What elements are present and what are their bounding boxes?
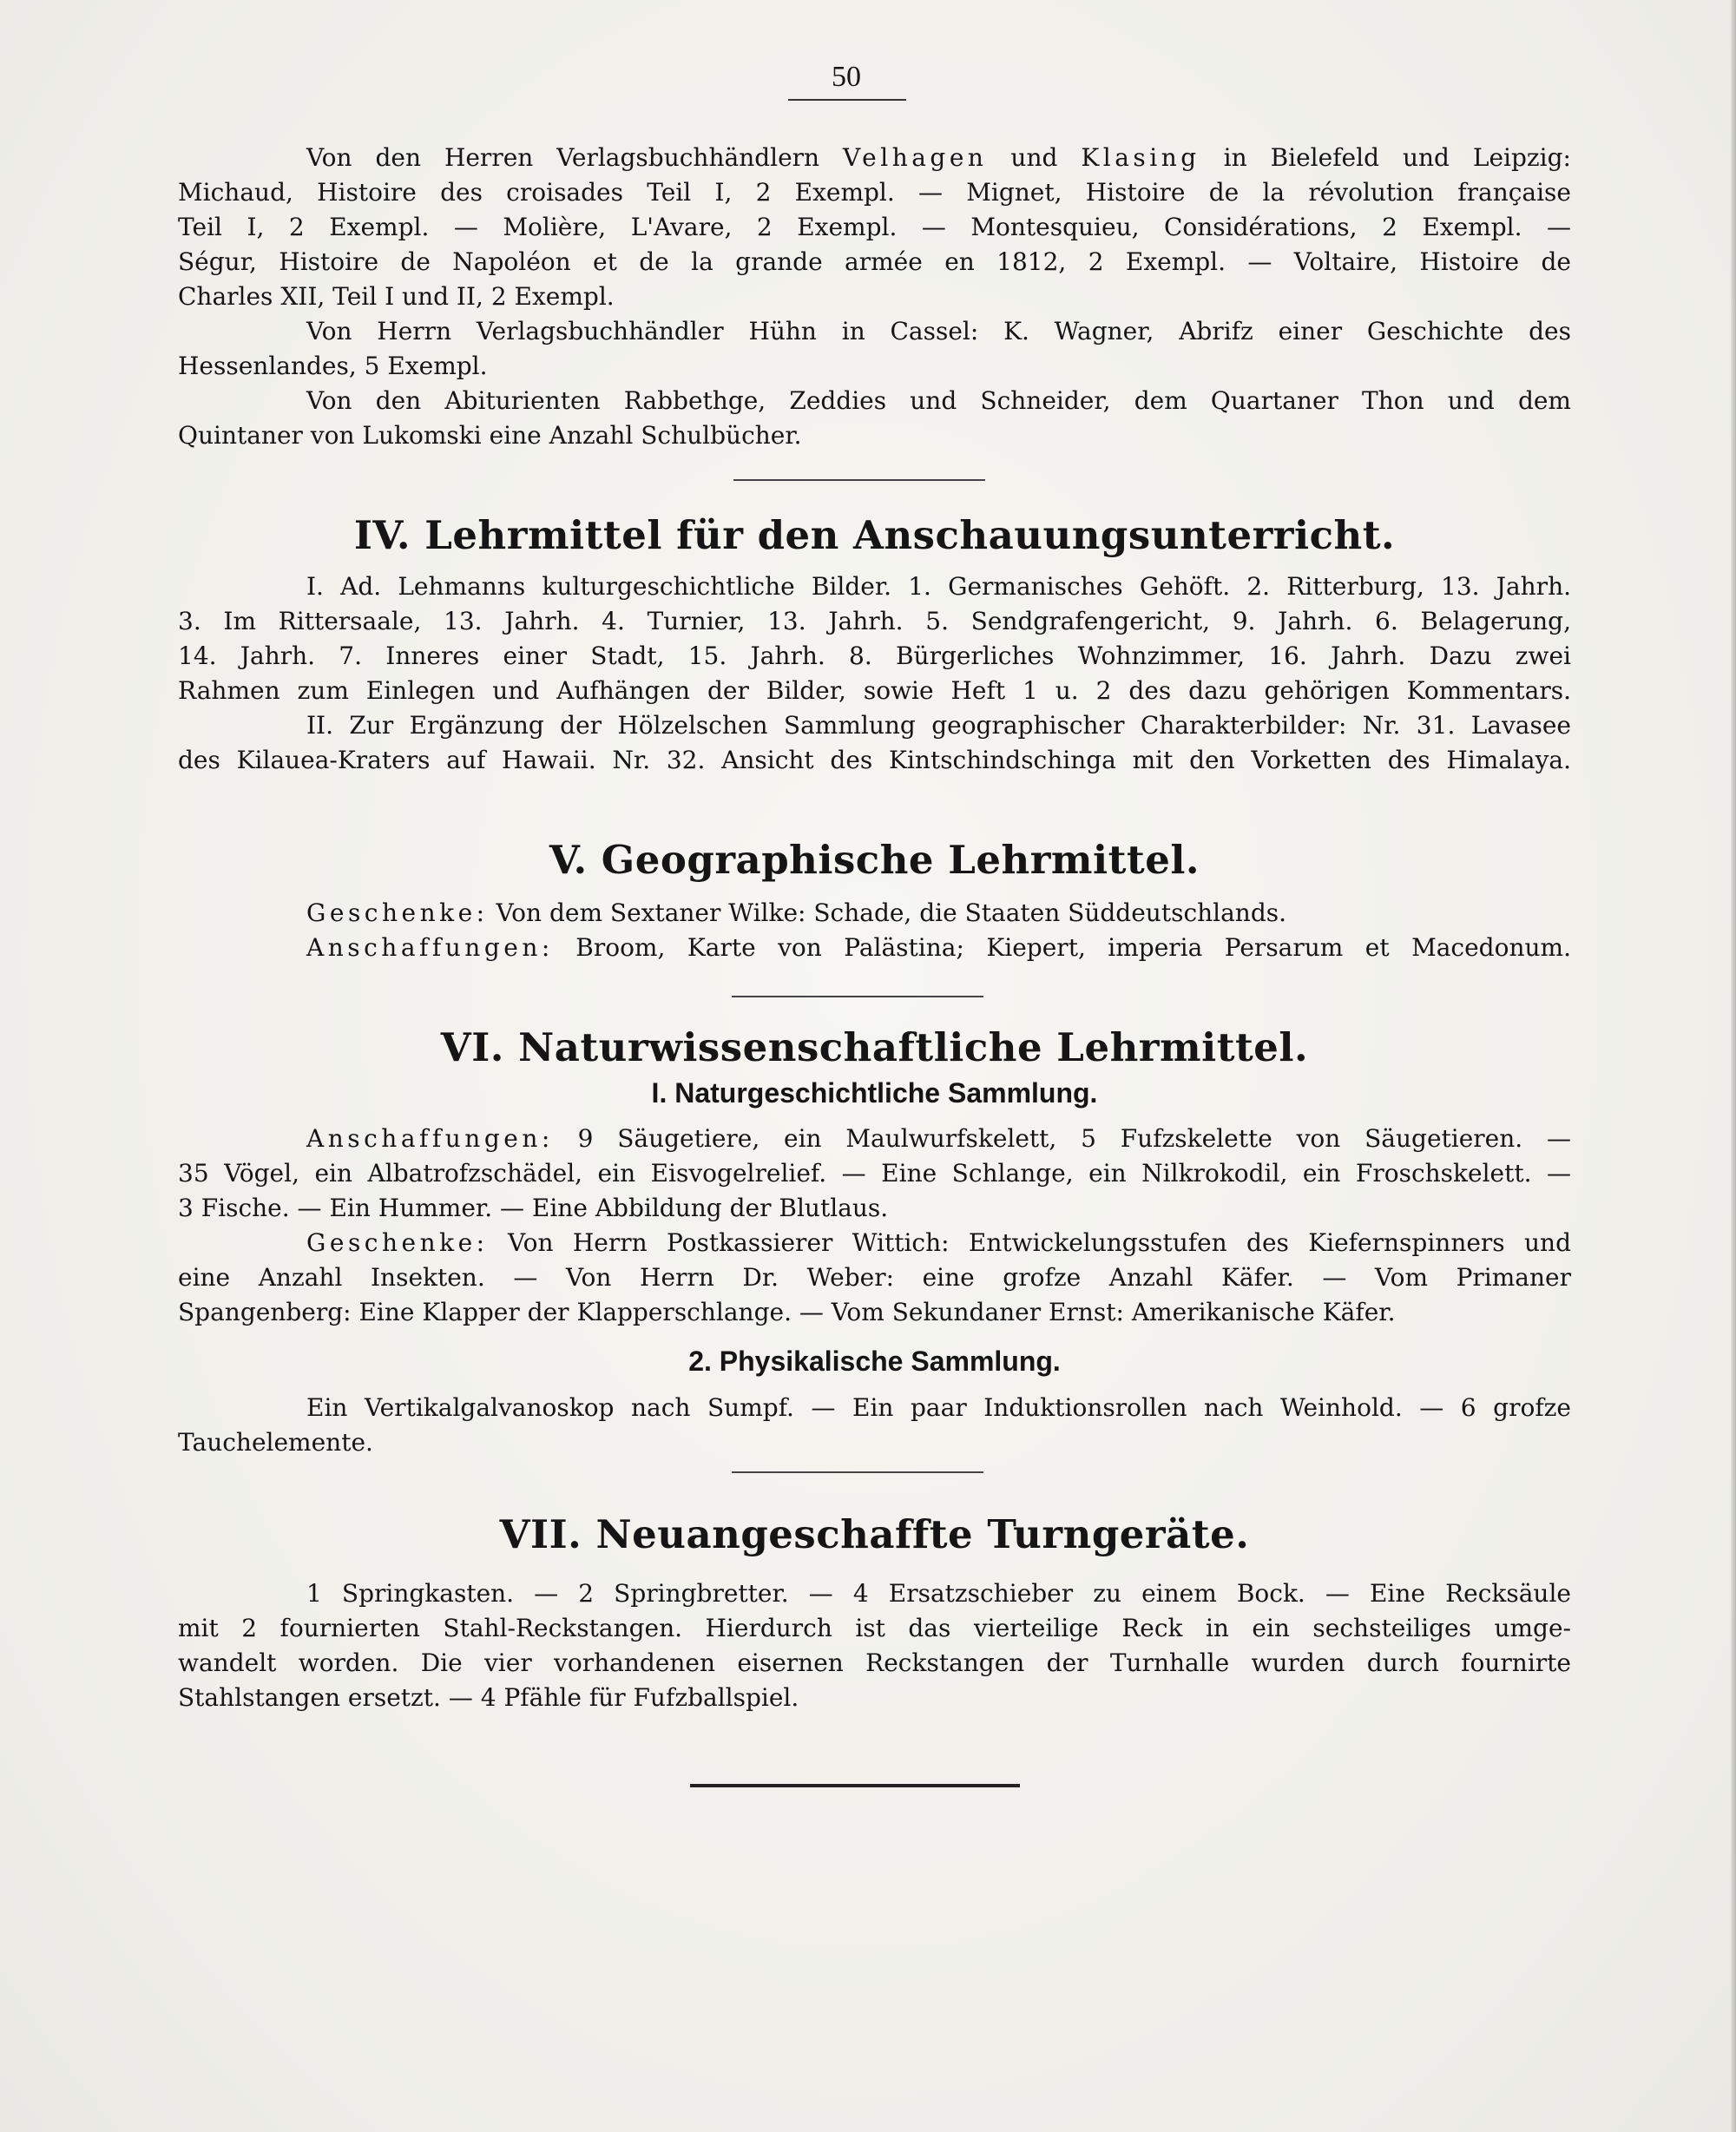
text-line: 14. Jahrh. 7. Inneres einer Stadt, 15. Jahrh. 8. Bürgerliches Wohnzimmer, 16. Jahrh. Dazu zwei xyxy=(178,642,1571,670)
text-line: Von den Abiturienten Rabbethge, Zeddies und Schneider, dem Quartaner Thon und dem xyxy=(306,386,1571,415)
page-number-rule xyxy=(788,99,906,101)
page-number: 50 xyxy=(832,61,861,93)
text-line: Teil I, 2 Exempl. — Molière, L'Avare, 2 Exempl. — Montesquieu, Considérations, 2 Exempl. — xyxy=(178,213,1571,241)
section-divider xyxy=(733,479,985,481)
text-line: Stahlstangen ersetzt. — 4 Pfähle für Fufzballspiel. xyxy=(178,1683,799,1712)
text-line: Von Herrn Verlagsbuchhändler Hühn in Cassel: K. Wagner, Abrifz einer Geschichte des xyxy=(306,317,1571,345)
text-line: wandelt worden. Die vier vorhandenen eisernen Reckstangen der Turnhalle wurden durch fournirte xyxy=(178,1648,1571,1677)
text-line: 35 Vögel, ein Albatrofzschädel, ein Eisvogelrelief. — Eine Schlange, ein Nilkrokodil, ein Froschskelett. — xyxy=(178,1159,1571,1188)
end-rule xyxy=(690,1784,1020,1787)
donations-block xyxy=(178,141,1571,453)
text-line: Michaud, Histoire des croisades Teil I, 2 Exempl. — Mignet, Histoire de la révolution française xyxy=(178,178,1571,207)
publisher-name: Velhagen xyxy=(843,143,988,172)
section-title-vii: VII. Neuangeschaffte Turngeräte. xyxy=(499,1511,1250,1557)
section-divider xyxy=(732,996,983,997)
section-vi-body-1 xyxy=(178,1122,1571,1330)
section-divider xyxy=(732,1471,983,1473)
section-vi-body-2 xyxy=(178,1391,1571,1460)
section-v-body xyxy=(178,896,1571,965)
text-line: Quintaner von Lukomski eine Anzahl Schulbücher. xyxy=(178,421,802,450)
text-line: 3 Fische. — Ein Hummer. — Eine Abbildung der Blutlaus. xyxy=(178,1194,889,1222)
gifts-label: Geschenke: xyxy=(306,1228,489,1257)
text-line: Anschaffungen: 9 Säugetiere, ein Maulwurfskelett, 5 Fufzskelette von Säugetieren. — xyxy=(306,1124,1571,1153)
section-iv-body xyxy=(178,569,1571,778)
section-vii-body xyxy=(178,1576,1571,1715)
text-line: Anschaffungen: Broom, Karte von Palästina; Kiepert, imperia Persarum et Macedonum. xyxy=(306,933,1571,962)
text-line: Ein Vertikalgalvanoskop nach Sumpf. — Ein paar Induktionsrollen nach Weinhold. — 6 grofze xyxy=(306,1393,1571,1422)
text-line: Hessenlandes, 5 Exempl. xyxy=(178,352,488,380)
text-line: I. Ad. Lehmanns kulturgeschichtliche Bilder. 1. Germanisches Gehöft. 2. Ritterburg, 13. Jahrh. xyxy=(306,572,1571,601)
section-title-vi: VI. Naturwissenschaftliche Lehrmittel. xyxy=(440,1024,1309,1070)
text-line: 3. Im Rittersaale, 13. Jahrh. 4. Turnier, 13. Jahrh. 5. Sendgrafengericht, 9. Jahrh. 6. Belagerung, xyxy=(178,607,1571,635)
page-edge xyxy=(1731,0,1736,2132)
text-line: eine Anzahl Insekten. — Von Herrn Dr. Weber: eine grofze Anzahl Käfer. — Vom Primaner xyxy=(178,1263,1571,1292)
subsection-title: 2. Physikalische Sammlung. xyxy=(688,1346,1061,1377)
text-line: 1 Springkasten. — 2 Springbretter. — 4 Ersatzschieber zu einem Bock. — Eine Recksäule xyxy=(306,1579,1571,1608)
acquisitions-label: Anschaffungen: xyxy=(306,1124,554,1153)
text-line: des Kilauea-Kraters auf Hawaii. Nr. 32. Ansicht des Kintschindschinga mit den Vorketten des Himalaya. xyxy=(178,746,1571,774)
section-title-v: V. Geographische Lehrmittel. xyxy=(549,837,1200,883)
text-line: Tauchelemente. xyxy=(178,1428,373,1457)
text-line: Rahmen zum Einlegen und Aufhängen der Bilder, sowie Heft 1 u. 2 des dazu gehörigen Kommentars. xyxy=(178,676,1571,705)
subsection-title: I. Naturgeschichtliche Sammlung. xyxy=(651,1077,1098,1109)
text-line: II. Zur Ergänzung der Hölzelschen Sammlung geographischer Charakterbilder: Nr. 31. Lavasee xyxy=(306,711,1571,740)
text-line: Geschenke: Von Herrn Postkassierer Wittich: Entwickelungsstufen des Kiefernspinners und xyxy=(306,1228,1571,1257)
publisher-name: Klasing xyxy=(1081,143,1200,172)
text-line: mit 2 fournierten Stahl-Reckstangen. Hierdurch ist das vierteilige Reck in ein sechsteiliges umge- xyxy=(178,1614,1571,1642)
text-line: Ségur, Histoire de Napoléon et de la grande armée en 1812, 2 Exempl. — Voltaire, Histoire de xyxy=(178,247,1571,276)
text-line: Charles XII, Teil I und II, 2 Exempl. xyxy=(178,282,615,311)
section-title-iv: IV. Lehrmittel für den Anschauungsunterricht. xyxy=(353,512,1396,558)
text-line: Von den Herren Verlagsbuchhändlern Velhagen und Klasing in Bielefeld und Leipzig: xyxy=(306,143,1571,172)
acquisitions-label: Anschaffungen: xyxy=(306,933,554,962)
text-line: Geschenke: Von dem Sextaner Wilke: Schade, die Staaten Süddeutschlands. xyxy=(306,898,1287,927)
gifts-label: Geschenke: xyxy=(306,898,489,927)
text-line: Spangenberg: Eine Klapper der Klapperschlange. — Vom Sekundaner Ernst: Amerikanische Käfer. xyxy=(178,1298,1396,1326)
